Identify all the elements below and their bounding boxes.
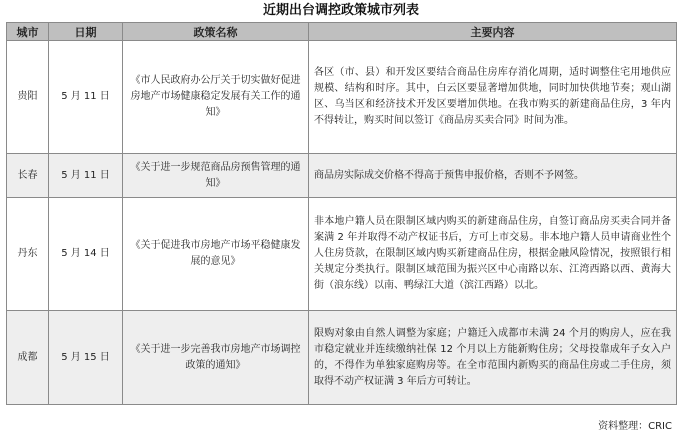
content-cell: 非本地户籍人员在限制区域内购买的新建商品住房，自签订商品房买卖合同并备案满 2 年并取得不动产权证书后，方可上市交易。非本地户籍人员申请商业性个人住房贷款，在限制区域内购买新建商品住房，根据金融风险情况，按照银行相关规定分类执行。限制区域范围为振兴区中心南路以东、江湾西路以西、黄海大街（浪东线）以南、鸭绿江大道（滨江西路）以北。: [309, 198, 677, 311]
header-content: 主要内容: [309, 23, 677, 41]
date-cell: 5 月 11 日: [49, 41, 123, 154]
date-cell: 5 月 15 日: [49, 311, 123, 405]
policy-cell: 《关于促进我市房地产市场平稳健康发展的意见》: [123, 198, 309, 311]
table-row: [7, 154, 677, 198]
date-cell: 5 月 14 日: [49, 198, 123, 311]
table-row: [7, 311, 677, 405]
header-city: 城市: [7, 23, 49, 41]
content-cell: 限购对象由自然人调整为家庭；户籍迁入成都市未满 24 个月的购房人，应在我市稳定就业并连续缴纳社保 12 个月以上方能新购住房；父母投靠成年子女入户的，不得作为单独家庭购房等。在全市范围内新购买的商品住房或二手住房，须取得不动产权证满 3 年后方可转让。: [309, 311, 677, 405]
city-cell: 长春: [7, 154, 49, 198]
header-row: [7, 23, 677, 41]
policy-cell: 《关于进一步完善我市房地产市场调控政策的通知》: [123, 311, 309, 405]
policy-table: [6, 22, 677, 405]
content-cell: 各区（市、县）和开发区要结合商品住房库存消化周期，适时调整住宅用地供应规模、结构和时序。其中，白云区要显著增加供地，同时加快供地节奏；观山湖区、乌当区和经济技术开发区要增加供地。在我市购买的新建商品住房，3 年内不得转让，购买时间以签订《商品房买卖合同》时间为准。: [309, 41, 677, 154]
policy-cell: 《市人民政府办公厅关于切实做好促进房地产市场健康稳定发展有关工作的通知》: [123, 41, 309, 154]
city-cell: 丹东: [7, 198, 49, 311]
policy-cell: 《关于进一步规范商品房预售管理的通知》: [123, 154, 309, 198]
date-cell: 5 月 11 日: [49, 154, 123, 198]
table-row: [7, 198, 677, 311]
city-cell: 成都: [7, 311, 49, 405]
content-cell: 商品房实际成交价格不得高于预售申报价格，否则不予网签。: [309, 154, 677, 198]
source-credit: 资料整理：CRIC: [598, 421, 672, 432]
header-date: 日期: [49, 23, 123, 41]
table-title: 近期出台调控政策城市列表: [262, 3, 419, 18]
city-cell: 贵阳: [7, 41, 49, 154]
table-row: [7, 41, 677, 154]
header-policy: 政策名称: [123, 23, 309, 41]
